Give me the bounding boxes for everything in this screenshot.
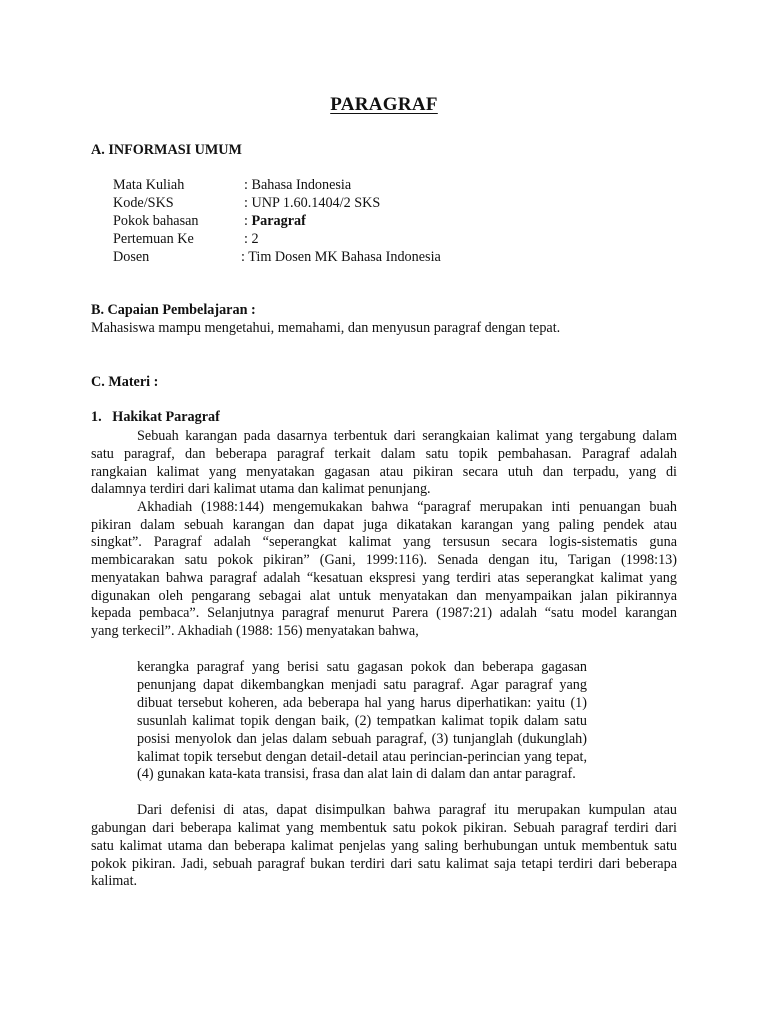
quote-line: (4) gunakan kata-kata transisi, frasa dan alat lain di dalam dan antar paragraf. bbox=[137, 766, 576, 782]
paragraph-line: kalimat. bbox=[91, 873, 138, 889]
info-value bbox=[244, 213, 306, 231]
section-c-heading: C. Materi : bbox=[91, 374, 159, 390]
info-value: : Bahasa Indonesia bbox=[244, 177, 352, 193]
info-value: : UNP 1.60.1404/2 SKS bbox=[244, 195, 381, 211]
paragraph-line: kepada pembaca”. Selanjutnya paragraf menurut Parera (1987:21) adalah “satu model karangan bbox=[91, 605, 677, 621]
info-label: Mata Kuliah bbox=[113, 177, 185, 193]
info-value: : Tim Dosen MK Bahasa Indonesia bbox=[241, 249, 441, 265]
paragraph-line: dalamnya terdiri dari kalimat utama dan kalimat penunjang. bbox=[91, 481, 431, 497]
quote-line: susunlah kalimat topik dengan baik, (2) tempatkan kalimat topik dalam satu bbox=[137, 713, 587, 729]
subsection-heading-hakikat: 1. Hakikat Paragraf bbox=[91, 409, 220, 425]
info-label: Pertemuan Ke bbox=[113, 231, 194, 247]
info-row-pertemuan bbox=[113, 231, 673, 249]
quote-line: posisi menyolok dan jelas dalam sebuah paragraf, (3) tunjanglah (dukunglah) bbox=[137, 731, 587, 747]
info-label: Kode/SKS bbox=[113, 195, 174, 211]
section-b-text: Mahasiswa mampu mengetahui, memahami, dan menyusun paragraf dengan tepat. bbox=[91, 320, 561, 336]
info-value: : 2 bbox=[244, 231, 259, 247]
paragraph-line: membicarakan satu pokok pikiran” (Gani, 1999:116). Senada dengan itu, Tarigan (1998:13) bbox=[91, 552, 677, 568]
page-title: PARAGRAF bbox=[330, 94, 438, 115]
quote-line: dibuat tersebut koheren, ada beberapa hal yang harus diperhatikan: yaitu (1) bbox=[137, 695, 587, 711]
paragraph-line: yang terkecil”. Akhadiah (1988: 156) menyatakan bahwa, bbox=[91, 623, 419, 639]
paragraph-line: satu paragraf, dan beberapa paragraf terkait dalam satu topik pembahasan. Paragraf adalah bbox=[91, 446, 677, 462]
info-label: Pokok bahasan bbox=[113, 213, 199, 229]
paragraph-line: gabungan dari beberapa kalimat yang membentuk satu pokok pikiran. Sebuah paragraf terdiri dari bbox=[91, 820, 677, 836]
paragraph-line: rangkaian kalimat yang menyatakan gagasan atau pikiran secara utuh dan terpadu, yang di bbox=[91, 464, 677, 480]
info-row-mata-kuliah bbox=[113, 177, 673, 195]
info-value-bold: Paragraf bbox=[251, 213, 306, 229]
info-row-pokok-bahasan bbox=[113, 213, 673, 231]
quote-line: kalimat topik tersebut dengan detail-detail atau perincian-perincian yang tepat, bbox=[137, 749, 587, 765]
paragraph-line: digunakan oleh pengarang sebagai alat untuk menyatakan dan menyampaikan jalan pikirannya bbox=[91, 588, 677, 604]
paragraph-line: satu kalimat utama dan beberapa kalimat penjelas yang saling berhubungan untuk membentuk satu bbox=[91, 838, 677, 854]
paragraph-line: menyatakan bahwa paragraf adalah “kesatuan ekspresi yang terdiri atas seperangkat kalimat yang bbox=[91, 570, 677, 586]
paragraph-line: Sebuah karangan pada dasarnya terbentuk dari serangkaian kalimat yang tergabung dalam bbox=[137, 428, 677, 444]
paragraph-line: pokok pikiran. Jadi, sebuah paragraf bukan terdiri dari satu kalimat saja tetapi terdiri dari beberapa bbox=[91, 856, 677, 872]
section-a-heading: A. INFORMASI UMUM bbox=[91, 142, 242, 158]
paragraph-line: pikiran dalam sebuah karangan dan dapat juga dikatakan karangan yang paling pendek atau bbox=[91, 517, 677, 533]
paragraph-line: singkat”. Paragraf adalah “seperangkat kalimat yang tersusun secara logis-sistematis guna bbox=[91, 534, 677, 550]
info-row-dosen bbox=[113, 249, 673, 267]
quote-line: penunjang dapat dikembangkan menjadi satu paragraf. Agar paragraf yang bbox=[137, 677, 587, 693]
paragraph-line: Akhadiah (1988:144) mengemukakan bahwa “paragraf merupakan inti penuangan buah bbox=[137, 499, 677, 515]
info-row-kode-sks bbox=[113, 195, 673, 213]
section-b-heading: B. Capaian Pembelajaran : bbox=[91, 302, 256, 318]
paragraph-line: Dari defenisi di atas, dapat disimpulkan bahwa paragraf itu merupakan kumpulan atau bbox=[137, 802, 677, 818]
info-value-prefix: : bbox=[244, 213, 252, 229]
info-label: Dosen bbox=[113, 249, 150, 265]
quote-line: kerangka paragraf yang berisi satu gagasan pokok dan beberapa gagasan bbox=[137, 659, 587, 675]
